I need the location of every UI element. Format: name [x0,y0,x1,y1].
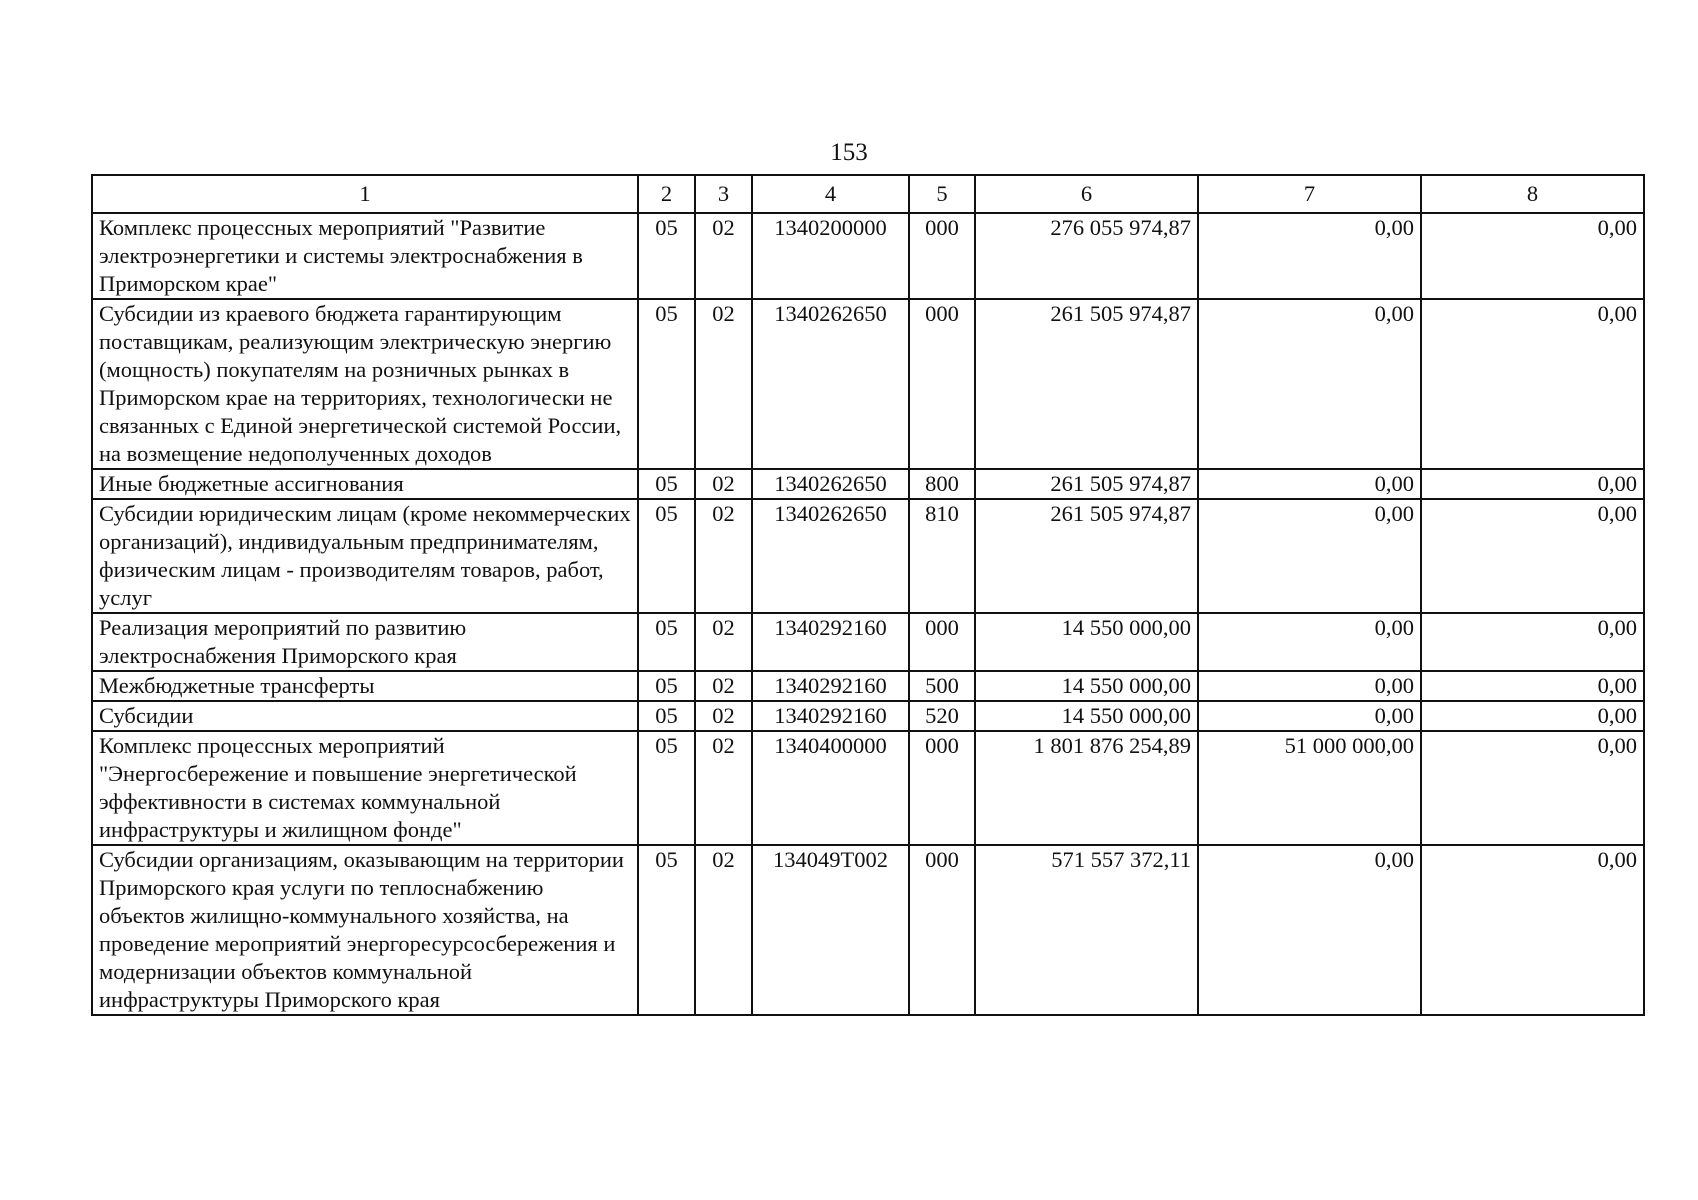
table-row [92,701,1644,731]
row-name: Комплекс процессных мероприятий "Развитие электроэнергетики и системы электроснабжения в Приморском крае" [92,213,638,299]
budget-table [91,174,1645,1016]
amount-col-6: 1 801 876 254,89 [975,731,1198,845]
amount-col-8: 0,00 [1421,613,1644,671]
subsection-code: 02 [695,731,752,845]
table-row [92,731,1644,845]
column-number: 7 [1198,175,1421,213]
subsection-code: 02 [695,701,752,731]
row-name: Субсидии организациям, оказывающим на территории Приморского края услуги по теплоснабжению объектов жилищно-коммунального хозяйства, на проведение мероприятий энергоресурсосбережения и модернизации объектов коммунальной инфраструктуры Приморского края [92,845,638,1015]
column-number: 3 [695,175,752,213]
expense-type-code: 000 [909,613,975,671]
target-article-code: 1340262650 [752,469,909,499]
amount-col-8: 0,00 [1421,671,1644,701]
section-code: 05 [638,299,695,469]
amount-col-6: 14 550 000,00 [975,671,1198,701]
table-row [92,213,1644,299]
section-code: 05 [638,213,695,299]
expense-type-code: 000 [909,731,975,845]
row-name: Межбюджетные трансферты [92,671,638,701]
amount-col-8: 0,00 [1421,213,1644,299]
amount-col-7: 0,00 [1198,299,1421,469]
page-number: 153 [830,139,868,166]
amount-col-8: 0,00 [1421,845,1644,1015]
amount-col-6: 276 055 974,87 [975,213,1198,299]
target-article-code: 1340262650 [752,499,909,613]
amount-col-7: 0,00 [1198,213,1421,299]
amount-col-7: 0,00 [1198,845,1421,1015]
subsection-code: 02 [695,213,752,299]
amount-col-7: 51 000 000,00 [1198,731,1421,845]
amount-col-7: 0,00 [1198,613,1421,671]
amount-col-6: 14 550 000,00 [975,613,1198,671]
amount-col-6: 14 550 000,00 [975,701,1198,731]
subsection-code: 02 [695,299,752,469]
table-row [92,671,1644,701]
amount-col-8: 0,00 [1421,299,1644,469]
row-name: Комплекс процессных мероприятий "Энергосбережение и повышение энергетической эффективности в системах коммунальной инфраструктуры и жилищном фонде" [92,731,638,845]
target-article-code: 1340400000 [752,731,909,845]
row-name: Субсидии [92,701,638,731]
column-number: 4 [752,175,909,213]
amount-col-6: 261 505 974,87 [975,499,1198,613]
subsection-code: 02 [695,845,752,1015]
table-row [92,299,1644,469]
amount-col-8: 0,00 [1421,731,1644,845]
section-code: 05 [638,731,695,845]
row-name: Иные бюджетные ассигнования [92,469,638,499]
subsection-code: 02 [695,499,752,613]
target-article-code: 1340262650 [752,299,909,469]
amount-col-7: 0,00 [1198,671,1421,701]
target-article-code: 134049Т002 [752,845,909,1015]
expense-type-code: 000 [909,299,975,469]
target-article-code: 1340292160 [752,613,909,671]
subsection-code: 02 [695,613,752,671]
row-name: Субсидии из краевого бюджета гарантирующим поставщикам, реализующим электрическую энергию (мощность) покупателям на розничных рынках в Приморском крае на территориях, технологически не связанных с Единой энергетической системой России, на возмещение недополученных доходов [92,299,638,469]
subsection-code: 02 [695,469,752,499]
row-name: Реализация мероприятий по развитию электроснабжения Приморского края [92,613,638,671]
target-article-code: 1340292160 [752,701,909,731]
amount-col-7: 0,00 [1198,469,1421,499]
target-article-code: 1340292160 [752,671,909,701]
amount-col-7: 0,00 [1198,499,1421,613]
amount-col-8: 0,00 [1421,499,1644,613]
table-row [92,499,1644,613]
expense-type-code: 800 [909,469,975,499]
amount-col-6: 261 505 974,87 [975,299,1198,469]
column-number: 8 [1421,175,1644,213]
subsection-code: 02 [695,671,752,701]
amount-col-8: 0,00 [1421,701,1644,731]
column-number: 2 [638,175,695,213]
column-number: 1 [92,175,638,213]
section-code: 05 [638,701,695,731]
expense-type-code: 000 [909,845,975,1015]
column-number-row [92,175,1644,213]
table-row [92,469,1644,499]
amount-col-6: 261 505 974,87 [975,469,1198,499]
section-code: 05 [638,845,695,1015]
expense-type-code: 000 [909,213,975,299]
table-row [92,845,1644,1015]
column-number: 5 [909,175,975,213]
section-code: 05 [638,469,695,499]
expense-type-code: 500 [909,671,975,701]
expense-type-code: 520 [909,701,975,731]
expense-type-code: 810 [909,499,975,613]
row-name: Субсидии юридическим лицам (кроме некоммерческих организаций), индивидуальным предпринимателям, физическим лицам - производителям товаров, работ, услуг [92,499,638,613]
column-number: 6 [975,175,1198,213]
amount-col-7: 0,00 [1198,701,1421,731]
section-code: 05 [638,671,695,701]
target-article-code: 1340200000 [752,213,909,299]
table-row [92,613,1644,671]
amount-col-8: 0,00 [1421,469,1644,499]
amount-col-6: 571 557 372,11 [975,845,1198,1015]
section-code: 05 [638,613,695,671]
section-code: 05 [638,499,695,613]
